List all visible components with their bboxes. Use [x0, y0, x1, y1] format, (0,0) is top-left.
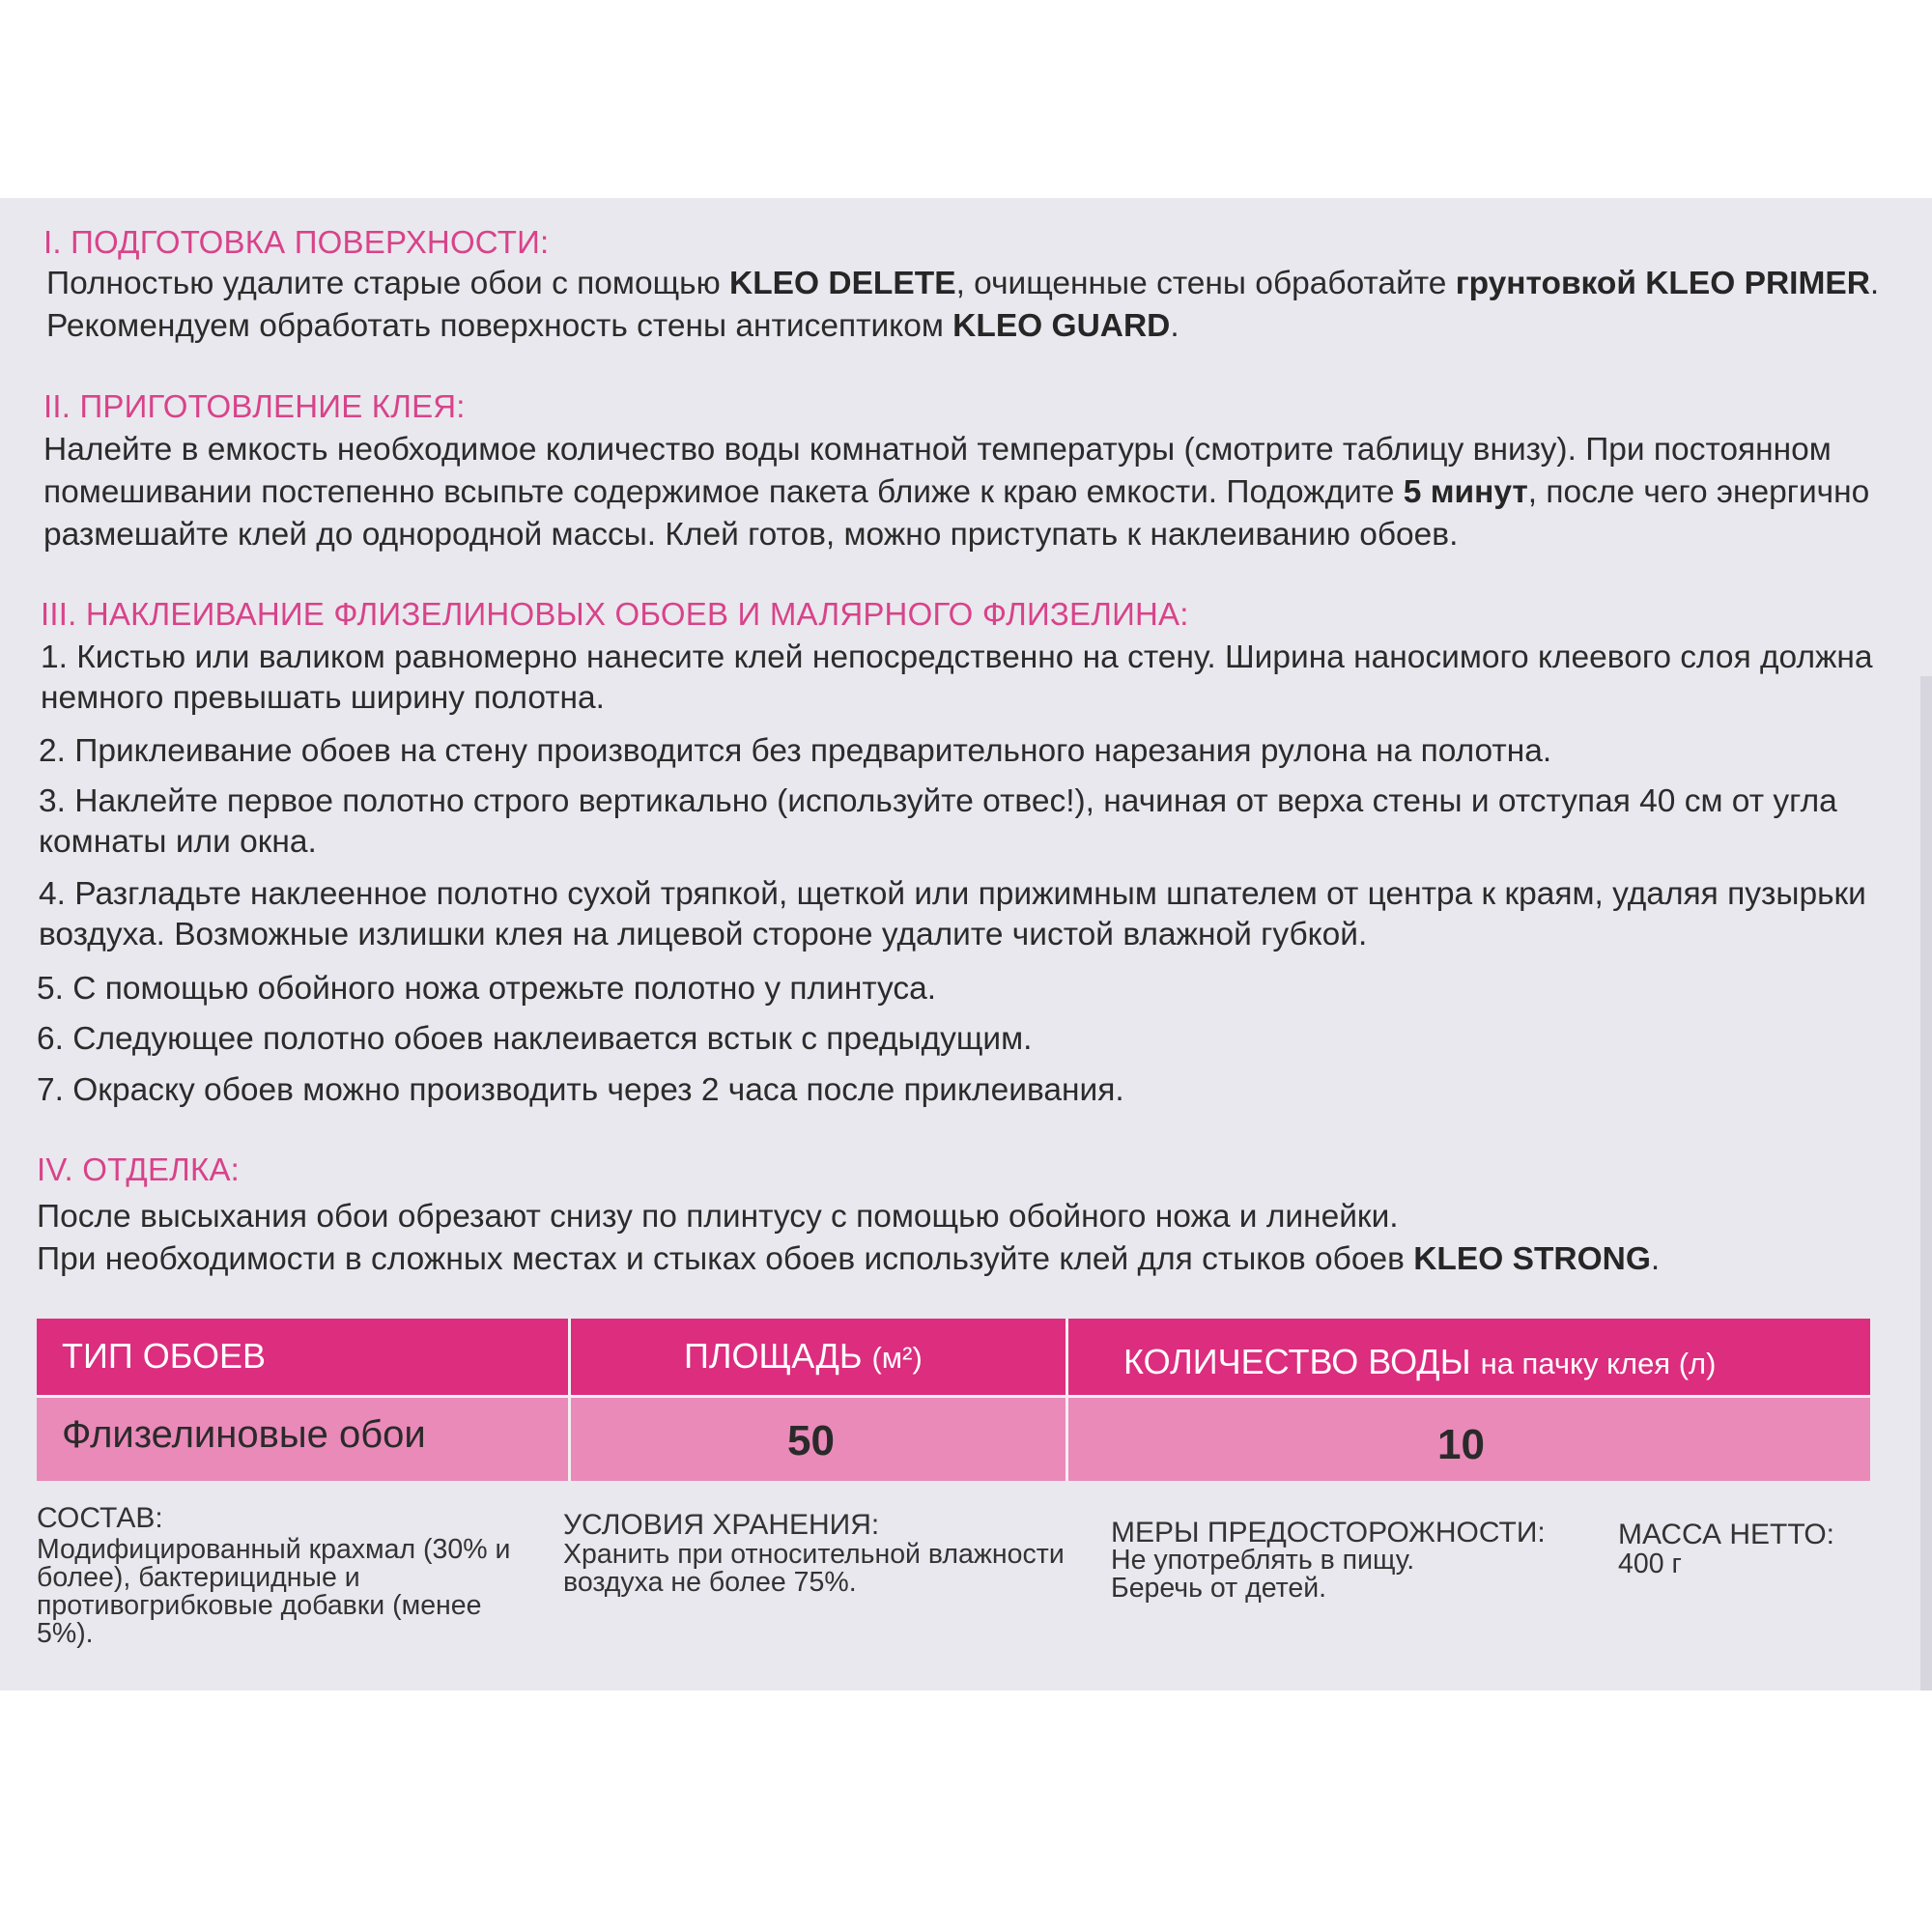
- step-item: 6. Следующее полотно обоев наклеивается встык с предыдущим.: [37, 1021, 1033, 1057]
- table-divider: [37, 1395, 1870, 1398]
- header-area-unit: (м²): [871, 1341, 923, 1375]
- net-mass-title: МАССА НЕТТО:: [1618, 1519, 1835, 1550]
- step-item: 7. Окраску обоев можно производить через 2 часа после приклеивания.: [37, 1072, 1124, 1108]
- section-1-text-part: . Рекомендуем обработать поверхность стены антисептиком: [46, 266, 1880, 344]
- step-item: 4. Разгладьте наклеенное полотно сухой тряпкой, щеткой или прижимным шпателем от центра к краям, удаляя пузырьки воздуха. Возможные излишки клея на лицевой стороне удалите чистой влажной губкой.: [39, 876, 1866, 952]
- section-1-text-part: .: [1170, 308, 1179, 344]
- step-item: 5. С помощью обойного ножа отрежьте полотно у плинтуса.: [37, 971, 937, 1007]
- section-1-text: [46, 263, 1882, 348]
- composition-text: Модифицированный крахмал (30% и более), бактерицидные и противогрибковые добавки (менее 5%).: [37, 1534, 511, 1649]
- section-4-line-2: [37, 1238, 1891, 1281]
- kleo-delete-label: KLEO DELETE: [729, 266, 956, 301]
- section-2-text-part: Налейте в емкость необходимое количество воды комнатной температуры (смотрите таблицу внизу). При постоянном помешивании постепенно всыпьте содержимое пакета ближе к краю емкости. Подождите: [43, 432, 1832, 510]
- step-item: 1. Кистью или валиком равномерно нанесите клей непосредственно на стену. Ширина наносимого клеевого слоя должна немного превышать ширину полотна.: [41, 639, 1873, 716]
- cell-wallpaper-type: Флизелиновые обои: [62, 1413, 426, 1456]
- section-2-text-part: , после чего энергично размешайте клей до однородной массы. Клей готов, можно приступать к наклеиванию обоев.: [43, 474, 1870, 553]
- header-water: [1123, 1342, 1716, 1382]
- header-wallpaper-type: ТИП ОБОЕВ: [62, 1336, 266, 1376]
- precautions-line-2: Беречь от детей.: [1111, 1573, 1327, 1604]
- precautions-line-1: Не употреблять в пищу.: [1111, 1545, 1415, 1576]
- header-water-suffix: на пачку клея (л): [1480, 1347, 1717, 1380]
- section-2-title: II. ПРИГОТОВЛЕНИЕ КЛЕЯ:: [43, 388, 466, 424]
- net-mass-value: 400 г: [1618, 1548, 1682, 1579]
- section-4-text-part: .: [1650, 1241, 1661, 1277]
- five-minutes-label: 5 минут: [1403, 474, 1528, 510]
- precautions-title: МЕРЫ ПРЕДОСТОРОЖНОСТИ:: [1111, 1517, 1546, 1548]
- composition-title: СОСТАВ:: [37, 1502, 163, 1534]
- kleo-primer-label: грунтовкой KLEO PRIMER: [1455, 266, 1870, 301]
- header-area-label: ПЛОЩАДЬ: [684, 1336, 863, 1376]
- section-4-line-1: После высыхания обои обрезают снизу по плинтусу с помощью обойного ножа и линейки.: [37, 1199, 1399, 1235]
- storage-text: Хранить при относительной влажности воздуха не более 75%.: [563, 1539, 1065, 1598]
- section-2-text: [43, 429, 1893, 556]
- section-4-title: IV. ОТДЕЛКА:: [37, 1151, 241, 1187]
- cell-water: 10: [1437, 1421, 1485, 1468]
- section-3-title: III. НАКЛЕИВАНИЕ ФЛИЗЕЛИНОВЫХ ОБОЕВ И МАЛЯРНОГО ФЛИЗЕЛИНА:: [41, 596, 1189, 632]
- consumption-table: [37, 1319, 1870, 1481]
- cell-area: 50: [787, 1417, 835, 1464]
- step-item: 2. Приклеивание обоев на стену производится без предварительного нарезания рулона на полотна.: [39, 733, 1552, 769]
- step-item: 3. Наклейте первое полотно строго вертикально (используйте отвес!), начиная от верха стены и отступая 40 см от угла комнаты или окна.: [39, 783, 1837, 860]
- table-divider: [1065, 1319, 1068, 1481]
- kleo-guard-label: KLEO GUARD: [952, 308, 1171, 344]
- section-1-title: I. ПОДГОТОВКА ПОВЕРХНОСТИ:: [43, 224, 550, 260]
- storage-title: УСЛОВИЯ ХРАНЕНИЯ:: [563, 1509, 880, 1541]
- section-1-text-part: Полностью удалите старые обои с помощью: [46, 266, 730, 301]
- kleo-strong-label: KLEO STRONG: [1413, 1241, 1651, 1277]
- header-water-label: КОЛИЧЕСТВО ВОДЫ: [1123, 1342, 1471, 1381]
- panel-edge: [1920, 676, 1932, 1690]
- section-4-text-part: При необходимости в сложных местах и стыках обоев используйте клей для стыков обоев: [37, 1241, 1414, 1277]
- table-divider: [568, 1319, 571, 1481]
- header-area: [684, 1336, 923, 1377]
- section-1-text-part: , очищенные стены обработайте: [955, 266, 1456, 301]
